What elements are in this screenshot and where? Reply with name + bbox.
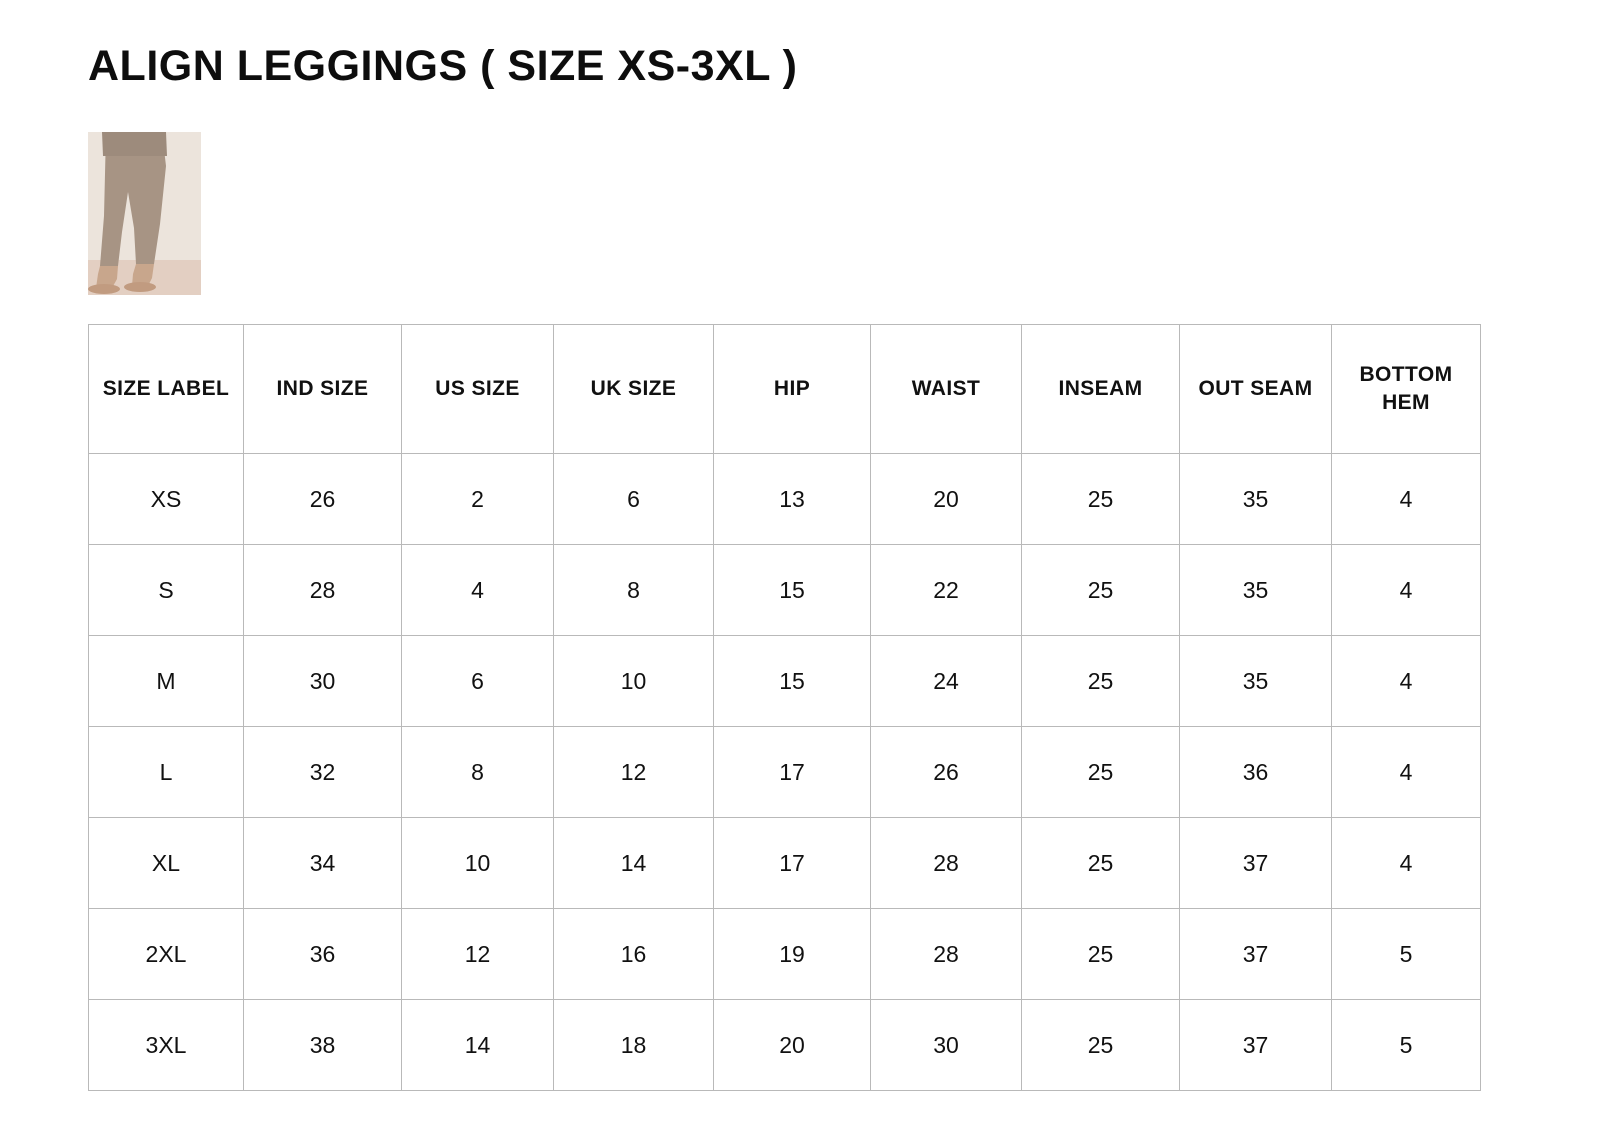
cell-inseam: 25	[1022, 727, 1180, 818]
cell-bottom-hem: 4	[1332, 727, 1481, 818]
cell-ind-size: 32	[244, 727, 402, 818]
cell-size-label: XS	[89, 454, 244, 545]
cell-uk-size: 12	[554, 727, 714, 818]
cell-bottom-hem: 4	[1332, 454, 1481, 545]
cell-hip: 15	[714, 636, 871, 727]
column-header-ind-size: IND SIZE	[244, 325, 402, 454]
cell-bottom-hem: 4	[1332, 636, 1481, 727]
cell-waist: 22	[871, 545, 1022, 636]
cell-hip: 19	[714, 909, 871, 1000]
column-header-size-label: SIZE LABEL	[89, 325, 244, 454]
cell-ind-size: 38	[244, 1000, 402, 1091]
cell-out-seam: 37	[1180, 818, 1332, 909]
cell-ind-size: 34	[244, 818, 402, 909]
cell-bottom-hem: 5	[1332, 909, 1481, 1000]
cell-uk-size: 8	[554, 545, 714, 636]
cell-inseam: 25	[1022, 545, 1180, 636]
cell-out-seam: 37	[1180, 1000, 1332, 1091]
table-row	[89, 1000, 1481, 1091]
cell-inseam: 25	[1022, 454, 1180, 545]
cell-uk-size: 14	[554, 818, 714, 909]
cell-size-label: S	[89, 545, 244, 636]
cell-bottom-hem: 4	[1332, 545, 1481, 636]
cell-bottom-hem: 4	[1332, 818, 1481, 909]
cell-hip: 15	[714, 545, 871, 636]
product-thumbnail	[88, 132, 201, 295]
cell-size-label: XL	[89, 818, 244, 909]
cell-us-size: 14	[402, 1000, 554, 1091]
column-header-waist: WAIST	[871, 325, 1022, 454]
table-row	[89, 454, 1481, 545]
cell-bottom-hem: 5	[1332, 1000, 1481, 1091]
cell-us-size: 12	[402, 909, 554, 1000]
cell-out-seam: 35	[1180, 454, 1332, 545]
cell-inseam: 25	[1022, 818, 1180, 909]
size-chart-table	[88, 324, 1481, 1091]
cell-out-seam: 37	[1180, 909, 1332, 1000]
cell-waist: 28	[871, 909, 1022, 1000]
table-row	[89, 727, 1481, 818]
cell-us-size: 2	[402, 454, 554, 545]
cell-out-seam: 35	[1180, 636, 1332, 727]
column-header-bottom-hem: BOTTOM HEM	[1332, 325, 1481, 454]
cell-size-label: 2XL	[89, 909, 244, 1000]
cell-inseam: 25	[1022, 636, 1180, 727]
cell-uk-size: 10	[554, 636, 714, 727]
cell-us-size: 6	[402, 636, 554, 727]
cell-size-label: L	[89, 727, 244, 818]
cell-hip: 17	[714, 727, 871, 818]
cell-uk-size: 16	[554, 909, 714, 1000]
column-header-uk-size: UK SIZE	[554, 325, 714, 454]
cell-inseam: 25	[1022, 909, 1180, 1000]
cell-size-label: 3XL	[89, 1000, 244, 1091]
cell-us-size: 8	[402, 727, 554, 818]
cell-us-size: 10	[402, 818, 554, 909]
table-row	[89, 545, 1481, 636]
cell-hip: 20	[714, 1000, 871, 1091]
cell-hip: 13	[714, 454, 871, 545]
column-header-hip: HIP	[714, 325, 871, 454]
column-header-us-size: US SIZE	[402, 325, 554, 454]
cell-ind-size: 36	[244, 909, 402, 1000]
cell-inseam: 25	[1022, 1000, 1180, 1091]
table-row	[89, 909, 1481, 1000]
cell-waist: 20	[871, 454, 1022, 545]
cell-waist: 28	[871, 818, 1022, 909]
column-header-out-seam: OUT SEAM	[1180, 325, 1332, 454]
cell-ind-size: 30	[244, 636, 402, 727]
page-title: ALIGN LEGGINGS ( SIZE XS-3XL )	[88, 42, 798, 90]
table-row	[89, 636, 1481, 727]
cell-ind-size: 26	[244, 454, 402, 545]
cell-size-label: M	[89, 636, 244, 727]
cell-ind-size: 28	[244, 545, 402, 636]
cell-waist: 26	[871, 727, 1022, 818]
cell-waist: 24	[871, 636, 1022, 727]
leggings-illustration	[88, 132, 201, 295]
cell-waist: 30	[871, 1000, 1022, 1091]
cell-out-seam: 35	[1180, 545, 1332, 636]
cell-hip: 17	[714, 818, 871, 909]
column-header-inseam: INSEAM	[1022, 325, 1180, 454]
table-header-row	[89, 325, 1481, 454]
cell-uk-size: 18	[554, 1000, 714, 1091]
cell-us-size: 4	[402, 545, 554, 636]
cell-uk-size: 6	[554, 454, 714, 545]
table-row	[89, 818, 1481, 909]
cell-out-seam: 36	[1180, 727, 1332, 818]
